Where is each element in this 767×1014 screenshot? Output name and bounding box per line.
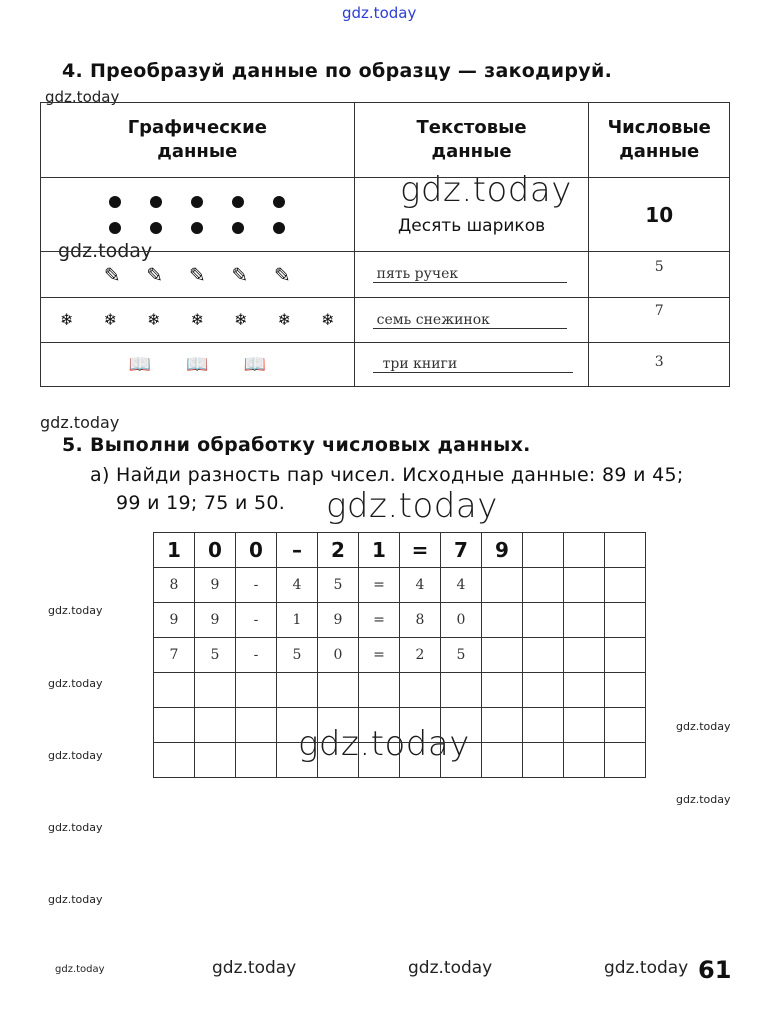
grid-cell[interactable]: = [359, 568, 400, 603]
snowflake-icon: ❄ [103, 310, 117, 329]
grid-cell[interactable] [564, 603, 605, 638]
table-row [41, 298, 730, 343]
grid-cell[interactable] [482, 743, 523, 778]
grid-cell[interactable]: 4 [400, 568, 441, 603]
watermark: gdz.today [604, 958, 689, 978]
answer-number: 5 [654, 259, 664, 275]
sample-number: 10 [645, 202, 674, 227]
snowflake-icon: ❄ [234, 310, 248, 329]
grid-cell[interactable]: 9 [482, 533, 523, 568]
grid-cell[interactable] [523, 708, 564, 743]
grid-cell[interactable]: - [236, 568, 277, 603]
grid-cell[interactable] [318, 743, 359, 778]
watermark: gdz.today [45, 88, 120, 106]
grid-cell[interactable] [400, 673, 441, 708]
grid-cell[interactable]: 4 [277, 568, 318, 603]
grid-cell[interactable] [195, 673, 236, 708]
dot-icon [109, 222, 121, 234]
grid-cell[interactable] [564, 533, 605, 568]
grid-cell[interactable]: 5 [277, 638, 318, 673]
dot-icon [109, 196, 121, 208]
book-icon: 📖 [128, 353, 151, 375]
grid-cell[interactable] [605, 743, 646, 778]
task5-title: Выполни обработку числовых данных. [89, 434, 531, 456]
watermark: gdz.today [48, 604, 103, 617]
graphic-cell [41, 298, 355, 343]
grid-cell[interactable] [318, 708, 359, 743]
header-graphic: Графические данные [41, 103, 355, 178]
watermark: gdz.today [298, 724, 470, 764]
task5-heading [62, 434, 531, 456]
grid-cell[interactable]: 5 [441, 638, 482, 673]
grid-row [154, 673, 646, 708]
grid-cell[interactable] [564, 743, 605, 778]
watermark: gdz.today [58, 240, 153, 262]
grid-cell[interactable]: 9 [318, 603, 359, 638]
grid-cell[interactable] [523, 533, 564, 568]
grid-cell[interactable] [236, 743, 277, 778]
grid-cell[interactable]: 7 [154, 638, 195, 673]
grid-cell[interactable]: 0 [195, 533, 236, 568]
watermark: gdz.today [55, 964, 105, 975]
grid-cell[interactable] [482, 708, 523, 743]
grid-row [154, 568, 646, 603]
grid-cell[interactable]: 8 [400, 603, 441, 638]
header-text: Текстовые данные [354, 103, 589, 178]
pencil-icon: ✎ [231, 262, 249, 287]
sample-text: Десять шариков [397, 215, 546, 236]
dot-icon [232, 222, 244, 234]
watermark: gdz.today [676, 793, 731, 806]
graphic-cell [41, 343, 355, 387]
watermark: gdz.today [408, 958, 493, 978]
snowflake-icon: ❄ [277, 310, 292, 329]
dot-icon [273, 196, 285, 208]
snowflake-icon: ❄ [147, 310, 161, 329]
grid-cell[interactable] [523, 638, 564, 673]
grid-cell[interactable] [441, 673, 482, 708]
grid-cell[interactable] [154, 708, 195, 743]
answer-text: пять ручек [373, 266, 567, 283]
grid-cell[interactable]: = [359, 603, 400, 638]
watermark: gdz.today [676, 720, 731, 733]
number-cell [589, 298, 730, 343]
grid-cell[interactable]: – [277, 533, 318, 568]
snowflake-icon: ❄ [190, 310, 204, 329]
watermark: gdz.today [48, 821, 103, 834]
graphic-cell [41, 178, 355, 252]
grid-cell[interactable] [195, 743, 236, 778]
grid-cell[interactable] [441, 708, 482, 743]
grid-row [154, 743, 646, 778]
answer-number: 7 [654, 303, 664, 319]
grid-cell[interactable] [605, 673, 646, 708]
watermark: gdz.today [400, 170, 572, 210]
page-number: 61 [698, 956, 732, 984]
table-row [41, 178, 730, 252]
grid-cell[interactable] [605, 533, 646, 568]
graphic-cell [41, 252, 355, 298]
grid-cell[interactable]: 7 [441, 533, 482, 568]
grid-cell[interactable] [523, 743, 564, 778]
answer-text: три книги [373, 356, 573, 373]
watermark: gdz.today [342, 4, 417, 22]
book-icon: 📖 [243, 353, 267, 375]
watermark: gdz.today [212, 958, 297, 978]
grid-cell[interactable] [277, 673, 318, 708]
table-row [41, 343, 730, 387]
grid-cell[interactable] [523, 568, 564, 603]
task5-number: 5. [62, 434, 84, 456]
grid-cell[interactable] [482, 568, 523, 603]
task4-heading [62, 60, 612, 82]
grid-cell[interactable] [564, 708, 605, 743]
grid-cell[interactable] [605, 603, 646, 638]
text-cell [354, 252, 589, 298]
grid-cell[interactable] [400, 743, 441, 778]
header-number: Числовые данные [589, 103, 730, 178]
grid-row [154, 533, 646, 568]
number-cell [589, 252, 730, 298]
grid-cell[interactable] [400, 708, 441, 743]
grid-cell[interactable] [236, 673, 277, 708]
grid-cell[interactable]: 0 [318, 638, 359, 673]
grid-cell[interactable]: 2 [318, 533, 359, 568]
grid-cell[interactable] [359, 743, 400, 778]
grid-cell[interactable]: 1 [359, 533, 400, 568]
grid-cell[interactable] [359, 673, 400, 708]
watermark: gdz.today [40, 413, 120, 432]
grid-cell[interactable] [605, 568, 646, 603]
grid-cell[interactable] [154, 743, 195, 778]
grid-cell[interactable] [482, 603, 523, 638]
answer-grid [153, 532, 646, 778]
grid-cell[interactable]: 9 [154, 603, 195, 638]
answer-number: 3 [654, 354, 664, 370]
grid-cell[interactable] [359, 708, 400, 743]
dot-icon [273, 222, 285, 234]
watermark: gdz.today [48, 677, 103, 690]
grid-row [154, 638, 646, 673]
grid-cell[interactable] [523, 673, 564, 708]
table-row [41, 252, 730, 298]
grid-cell[interactable]: 1 [277, 603, 318, 638]
grid-row [154, 708, 646, 743]
answer-text: семь снежинок [373, 312, 567, 329]
grid-cell[interactable]: = [359, 638, 400, 673]
grid-cell[interactable]: 4 [441, 568, 482, 603]
grid-cell[interactable] [195, 708, 236, 743]
dot-icon [150, 196, 162, 208]
watermark: gdz.today [48, 893, 103, 906]
watermark: gdz.today [48, 749, 103, 762]
grid-cell[interactable] [482, 638, 523, 673]
grid-cell[interactable]: 8 [154, 568, 195, 603]
text-cell [354, 178, 589, 252]
task4-title: Преобразуй данные по образцу — закодируй. [89, 60, 613, 82]
task4-number: 4. [62, 60, 84, 82]
grid-row [154, 603, 646, 638]
grid-cell[interactable] [564, 568, 605, 603]
grid-cell[interactable]: 0 [236, 533, 277, 568]
book-icon: 📖 [186, 353, 209, 375]
grid-cell[interactable] [277, 708, 318, 743]
grid-cell[interactable] [318, 673, 359, 708]
grid-cell[interactable]: - [236, 638, 277, 673]
grid-cell[interactable]: 9 [195, 603, 236, 638]
grid-cell[interactable]: 2 [400, 638, 441, 673]
pencil-icon: ✎ [188, 262, 206, 287]
grid-cell[interactable] [564, 673, 605, 708]
dot-icon [150, 222, 162, 234]
number-cell [589, 343, 730, 387]
dot-icon [191, 196, 203, 208]
grid-cell[interactable]: 5 [318, 568, 359, 603]
watermark: gdz.today [326, 486, 498, 526]
text-cell [354, 298, 589, 343]
grid-cell[interactable] [605, 638, 646, 673]
grid-cell[interactable]: 9 [195, 568, 236, 603]
text-cell [354, 343, 589, 387]
grid-cell[interactable]: 1 [154, 533, 195, 568]
grid-cell[interactable] [605, 708, 646, 743]
grid-cell[interactable] [441, 743, 482, 778]
grid-cell[interactable] [277, 743, 318, 778]
dot-icon [232, 196, 244, 208]
dot-icon [191, 222, 203, 234]
task5-subtask: а) Найди разность пар чисел. Исходные данные: 89 и 45; [90, 464, 684, 486]
task5-subtask-cont: 99 и 19; 75 и 50. [116, 492, 286, 514]
grid-cell[interactable] [154, 673, 195, 708]
grid-cell[interactable]: = [400, 533, 441, 568]
snowflake-icon: ❄ [321, 310, 335, 329]
grid-cell[interactable]: 0 [441, 603, 482, 638]
grid-cell[interactable] [236, 708, 277, 743]
pencil-icon: ✎ [274, 262, 291, 287]
task4-table [40, 102, 730, 387]
grid-cell[interactable]: 5 [195, 638, 236, 673]
grid-cell[interactable]: - [236, 603, 277, 638]
snowflake-icon: ❄ [60, 310, 74, 329]
pencil-icon: ✎ [103, 262, 121, 287]
number-cell [589, 178, 730, 252]
pencil-icon: ✎ [146, 262, 164, 287]
grid-cell[interactable] [564, 638, 605, 673]
grid-cell[interactable] [482, 673, 523, 708]
grid-cell[interactable] [523, 603, 564, 638]
